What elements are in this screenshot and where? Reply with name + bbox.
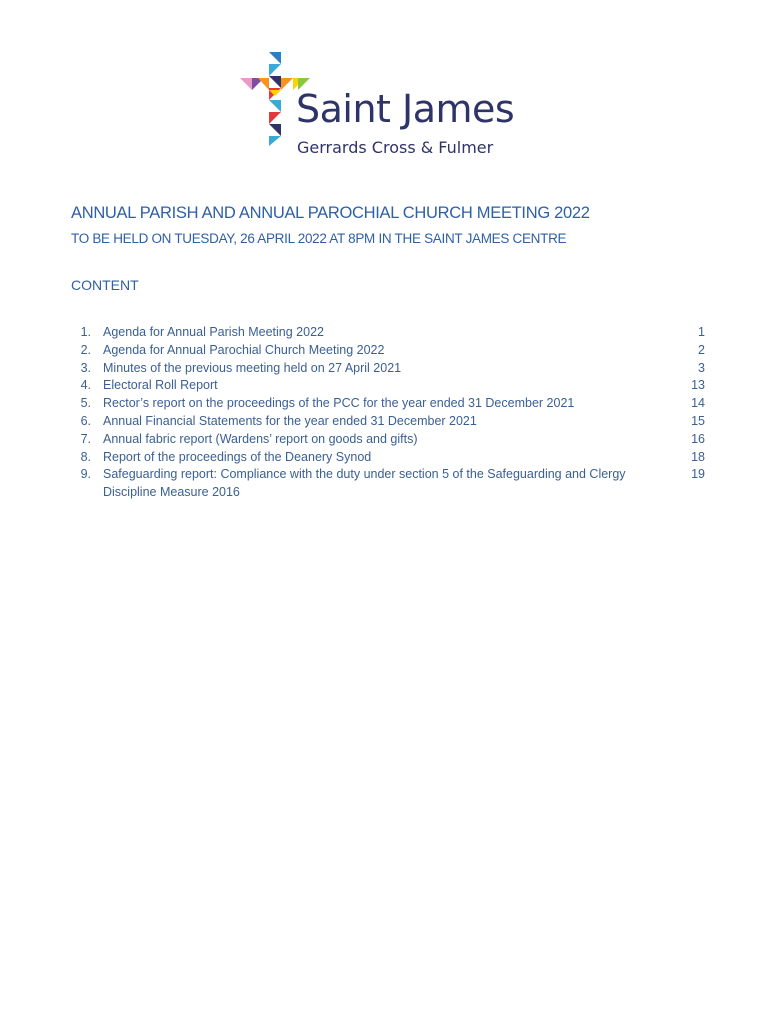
toc-page: 13 (691, 378, 705, 393)
table-of-contents (71, 324, 705, 502)
toc-number: 5. (80, 396, 91, 411)
logo-name: Saint James (296, 87, 515, 131)
logo (238, 50, 518, 162)
toc-text: Rector’s report on the proceedings of the PCC for the year ended 31 December 2021 (103, 396, 575, 411)
toc-text: Annual fabric report (Wardens’ report on goods and gifts) (103, 431, 418, 446)
toc-page: 19 (691, 467, 705, 482)
toc-page: 18 (691, 449, 705, 464)
toc-text: Agenda for Annual Parish Meeting 2022 (103, 325, 324, 339)
toc-number: 7. (80, 431, 91, 446)
toc-item (71, 342, 705, 360)
logo-subtitle: Gerrards Cross & Fulmer (297, 138, 494, 157)
toc-item (71, 449, 705, 467)
toc-page: 1 (698, 325, 705, 339)
toc-item (71, 395, 705, 413)
toc-page: 14 (691, 396, 705, 411)
toc-number: 1. (80, 325, 91, 339)
toc-page: 16 (691, 431, 705, 446)
toc-text: Electoral Roll Report (103, 378, 218, 393)
toc-text: Minutes of the previous meeting held on 27 April 2021 (103, 360, 402, 375)
toc-item (71, 431, 705, 449)
toc-number: 3. (80, 360, 91, 375)
toc-number: 4. (80, 378, 91, 393)
toc-number: 8. (80, 449, 91, 464)
toc-item (71, 413, 705, 431)
toc-number: 2. (80, 342, 91, 357)
toc-text: Report of the proceedings of the Deanery Synod (103, 449, 372, 464)
toc-item (71, 324, 705, 342)
toc-text: Agenda for Annual Parochial Church Meeting 2022 (103, 342, 385, 357)
toc-text: Annual Financial Statements for the year ended 31 December 2021 (103, 413, 477, 428)
toc-item (71, 377, 705, 395)
content-heading: CONTENT (71, 277, 139, 293)
toc-text: Safeguarding report: Compliance with the duty under section 5 of the Safeguarding and Clergy Discipline Measure 2016 (103, 467, 626, 500)
toc-page: 15 (691, 413, 705, 428)
toc-page: 3 (698, 360, 705, 375)
toc-item (71, 466, 705, 502)
toc-number: 6. (80, 413, 91, 428)
document-subtitle: TO BE HELD ON TUESDAY, 26 APRIL 2022 AT 8PM IN THE SAINT JAMES CENTRE (71, 231, 567, 246)
toc-item (71, 360, 705, 378)
toc-page: 2 (698, 342, 705, 357)
toc-number: 9. (80, 467, 91, 482)
document-title: ANNUAL PARISH AND ANNUAL PAROCHIAL CHURCH MEETING 2022 (71, 204, 590, 222)
